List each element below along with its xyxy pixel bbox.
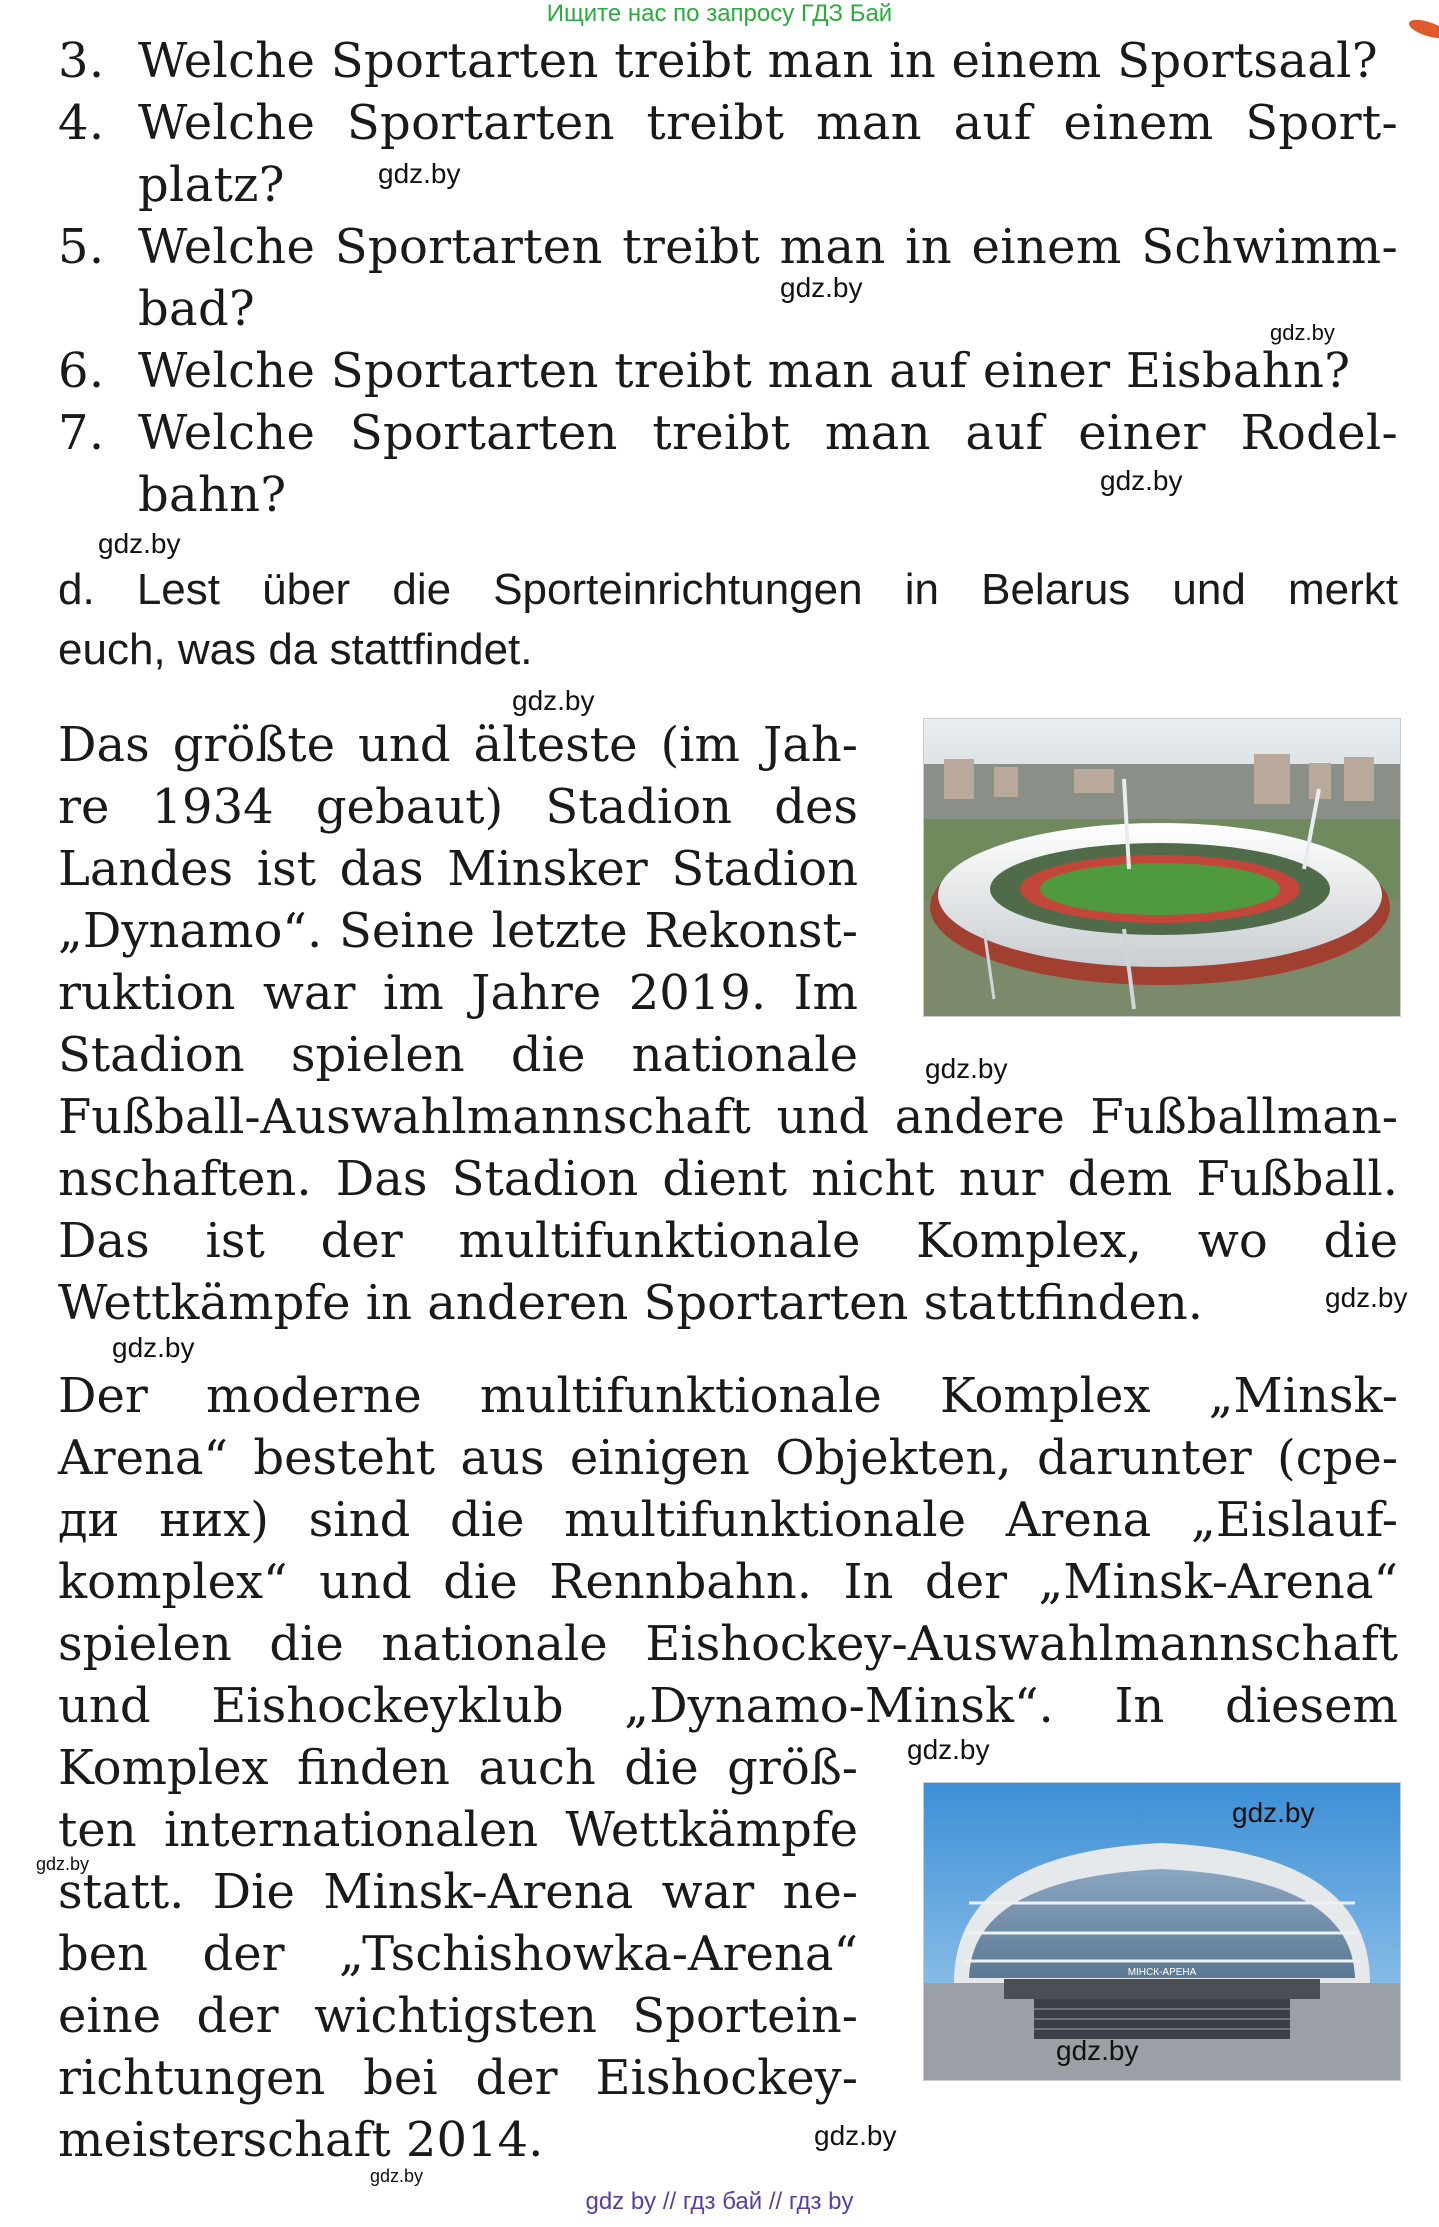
question-text: Welche Sportarten treibt man auf einem Sport- <box>138 95 1398 151</box>
paragraph-line: Komplex finden auch die größ- <box>58 1740 858 1796</box>
paragraph-line: statt. Die Minsk-Arena war ne- <box>58 1864 858 1920</box>
question-text: platz? <box>138 157 285 213</box>
footer-links[interactable]: gdz by // гдз бай // гдз by <box>585 2188 854 2215</box>
paragraph-line: richtungen bei der Eishockey- <box>58 2050 858 2106</box>
paragraph-line: Der moderne multifunktionale Komplex „Minsk- <box>58 1368 1398 1424</box>
paragraph-line: ди них) sind die multifunktionale Arena „Eislauf- <box>58 1492 1398 1548</box>
question-3 <box>58 30 1398 92</box>
watermark: gdz.by <box>1100 465 1183 496</box>
question-text: Welche Sportarten treibt man in einem Schwimm- <box>138 219 1398 275</box>
paragraph-line: re 1934 gebaut) Stadion des <box>58 779 858 835</box>
question-5 <box>58 216 1398 278</box>
watermark: gdz.by <box>370 2166 424 2186</box>
watermark: gdz.by <box>814 2120 897 2151</box>
question-5-cont <box>58 278 1398 340</box>
question-4 <box>58 92 1398 154</box>
question-4-cont <box>58 154 1398 216</box>
watermark: gdz.by <box>112 1332 195 1363</box>
watermark: gdz.by <box>98 528 181 559</box>
paragraph-line: Arena“ besteht aus einigen Objekten, darunter (сре- <box>58 1430 1398 1486</box>
watermark: gdz.by <box>512 685 595 716</box>
question-7 <box>58 402 1398 464</box>
paragraph-line: Wettkämpfe in anderen Sportarten stattfinden. <box>58 1275 1204 1331</box>
arena-sign: МІНСК-АРЕНА <box>1127 1967 1197 1978</box>
question-7-cont <box>58 464 1398 526</box>
paragraph-line: nschaften. Das Stadion dient nicht nur dem Fußball. <box>58 1151 1398 1207</box>
watermark: gdz.by <box>1325 1282 1408 1313</box>
watermark: gdz.by <box>36 1854 90 1874</box>
paragraph-line: Landes ist das Minsker Stadion <box>58 841 858 897</box>
question-number: 4. <box>58 95 105 151</box>
watermark: gdz.by <box>925 1053 1008 1084</box>
paragraph-line: Stadion spielen die nationale <box>58 1027 858 1083</box>
question-number: 7. <box>58 405 105 461</box>
watermark: gdz.by <box>1056 2035 1139 2066</box>
question-number: 6. <box>58 343 105 399</box>
task-line: d. Lest über die Sporteinrichtungen in Belarus und merkt <box>58 565 1398 614</box>
question-text: Welche Sportarten treibt man in einem Sportsaal? <box>138 33 1378 89</box>
paragraph-line: eine der wichtigsten Sportein- <box>58 1988 858 2044</box>
paragraph-line: Das größte und älteste (im Jah- <box>58 717 858 773</box>
top-banner[interactable]: Ищите нас по запросу ГДЗ Бай <box>546 0 893 27</box>
paragraph-line: meisterschaft 2014. <box>58 2112 544 2168</box>
question-list <box>58 30 1398 526</box>
watermark: gdz.by <box>1232 1797 1315 1828</box>
question-text: bahn? <box>138 467 287 523</box>
question-text: Welche Sportarten treibt man auf einer Rodel- <box>138 405 1398 461</box>
paragraph-line: ruktion war im Jahre 2019. Im <box>58 965 858 1021</box>
task-heading <box>58 560 1398 680</box>
paragraph-line: Fußball-Auswahlmannschaft und andere Fußballman- <box>58 1089 1398 1145</box>
minsk-arena-photo <box>923 1782 1401 2081</box>
question-6 <box>58 340 1398 402</box>
paragraph-line: und Eishockeyklub „Dynamo-Minsk“. In diesem <box>58 1678 1398 1734</box>
paragraph-line: spielen die nationale Eishockey-Auswahlmannschaft <box>58 1616 1398 1672</box>
watermark: gdz.by <box>1270 320 1335 345</box>
paragraph-line: ten internationalen Wettkämpfe <box>58 1802 858 1858</box>
paragraph-line: komplex“ und die Rennbahn. In der „Minsk-Arena“ <box>58 1554 1398 1610</box>
watermark: gdz.by <box>780 272 863 303</box>
question-number: 3. <box>58 33 105 89</box>
watermark: gdz.by <box>907 1734 990 1765</box>
question-number: 5. <box>58 219 105 275</box>
question-text: bad? <box>138 281 256 337</box>
paragraph-line: „Dynamo“. Seine letzte Rekonst- <box>58 903 858 959</box>
paragraph-line: Das ist der multifunktionale Komplex, wo die <box>58 1213 1398 1269</box>
task-line: euch, was da stattfindet. <box>58 625 533 674</box>
watermark: gdz.by <box>378 158 461 189</box>
dynamo-stadium-photo <box>923 718 1401 1017</box>
paragraph-line: ben der „Tschishowka-Arena“ <box>58 1926 858 1982</box>
question-text: Welche Sportarten treibt man auf einer Eisbahn? <box>138 343 1351 399</box>
